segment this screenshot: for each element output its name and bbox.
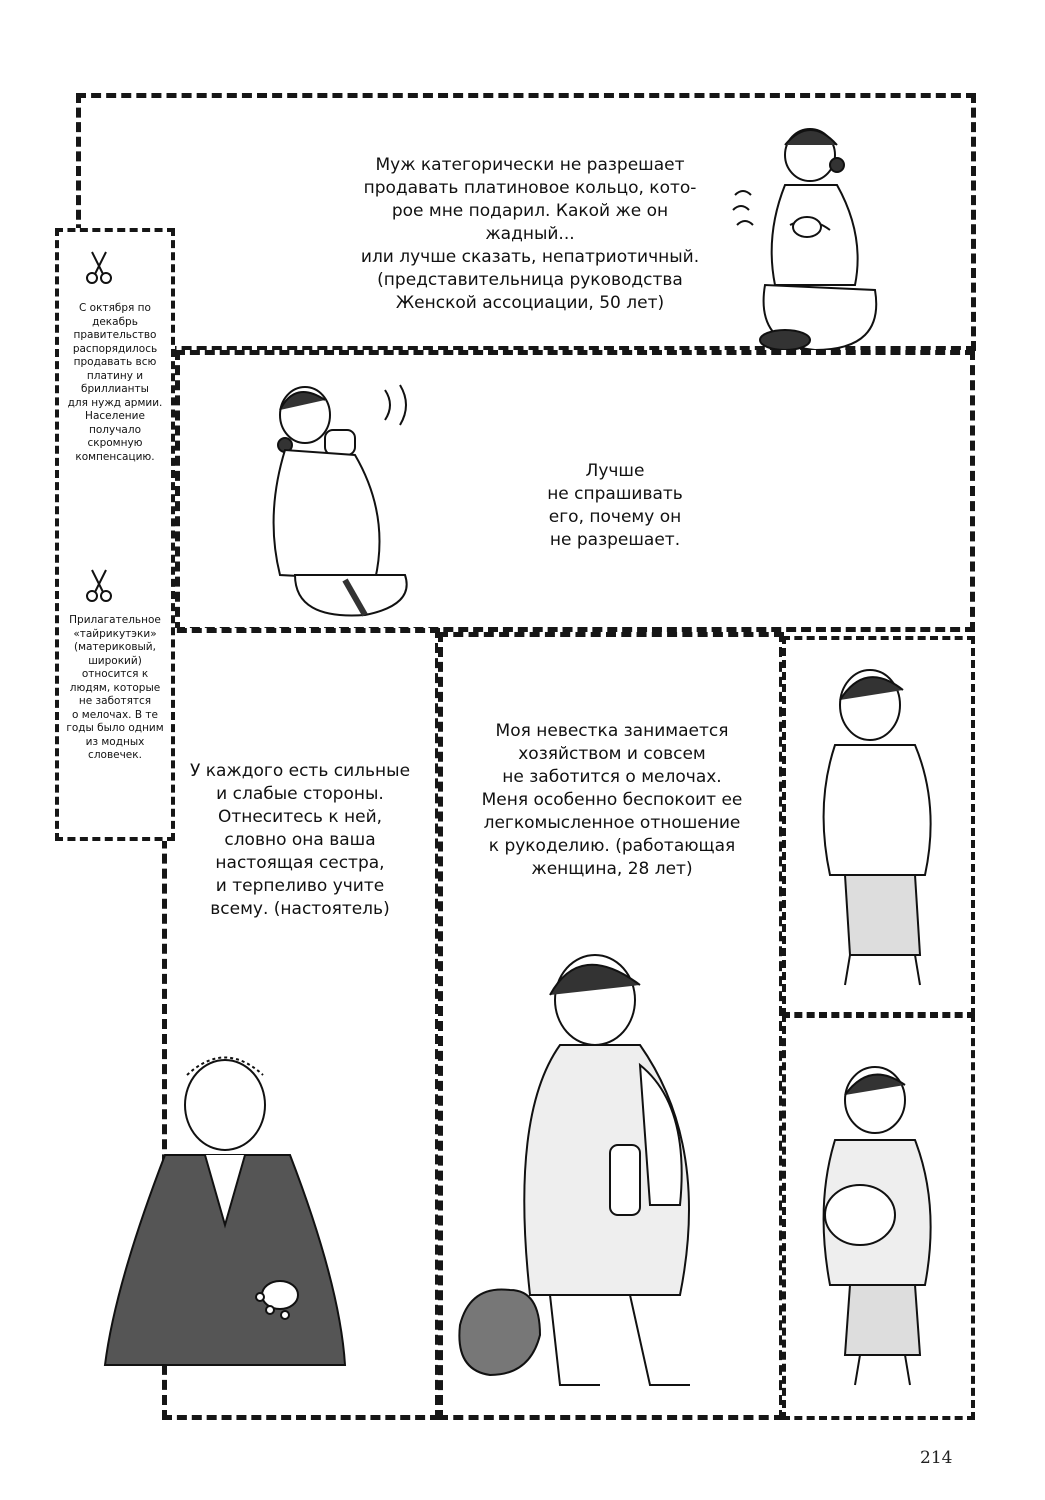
page-number: 214 [920, 1448, 953, 1468]
panel-2-text: Лучше не спрашивать его, почему он не разрешает. [547, 461, 683, 550]
panel-1-text: Муж категорически не разрешает продавать платиновое кольцо, кото- рое мне подарил. Какой же он жадный... или лучше сказать, непатриотичный. (представительница руководства Женской ассоциации, 50 лет) [360, 155, 700, 313]
panel-3-text: У каждого есть сильные и слабые стороны. Отнеситесь к ней, словно она ваша настоящая сестра, и терпеливо учите всему. (настоятель) [189, 761, 411, 919]
monk-figure [95, 1035, 365, 1405]
drinking-woman-figure [255, 375, 425, 625]
sidebar-notes [55, 228, 175, 841]
kneeling-woman-figure [725, 115, 915, 360]
note-platinum: С октября по декабрь правительство распорядилось продавать всю платину и бриллианты для нужд армии. Население получало скромную компенсацию. [67, 302, 163, 463]
scissors-icon [84, 250, 114, 286]
panel-4-text: Моя невестка занимается хозяйством и совсем не заботится о мелочах. Меня особенно беспокоит ее легкомысленное отношение к рукоделию. (работающая женщина, 28 лет) [481, 721, 743, 879]
scissors-icon [84, 568, 114, 604]
young-woman-dressing-figure [450, 945, 770, 1405]
woman-holding-bundle-figure [805, 1055, 965, 1395]
note-tairikuteki: Прилагательное «тайрикутэки» (материковый, широкий) относится к людям, которые не заботятся о мелочах. В те годы было одним из модных словечек. [66, 614, 164, 761]
woman-adjusting-hair-figure [805, 655, 965, 995]
